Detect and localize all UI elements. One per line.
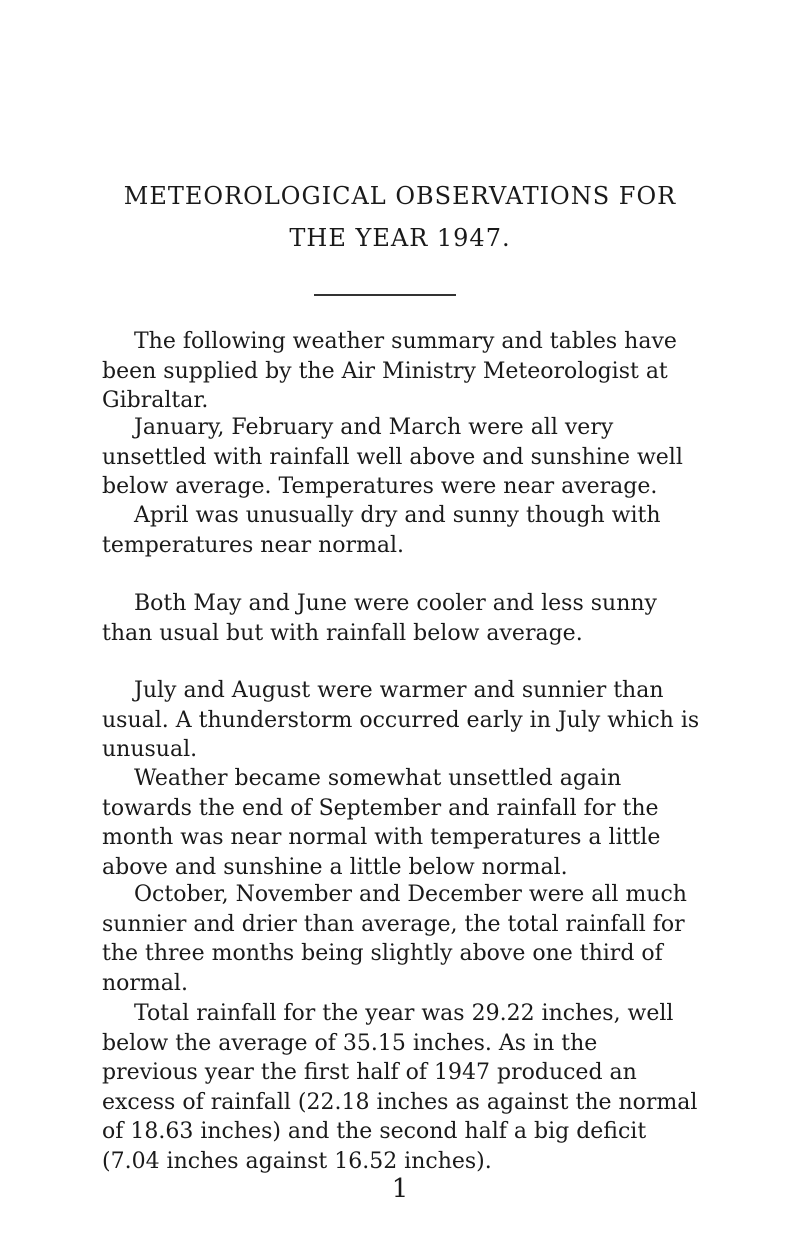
page-subtitle: THE YEAR 1947. (289, 224, 511, 252)
page-title: METEOROLOGICAL OBSERVATIONS FOR (123, 182, 677, 210)
paragraph-april: April was unusually dry and sunny though with temperatures near normal. (102, 503, 661, 558)
paragraph-may-june: Both May and June were cooler and less sunny than usual but with rainfall below average. (102, 591, 657, 646)
title-divider (314, 294, 456, 296)
page-number: 1 (391, 1174, 409, 1204)
paragraph-july-august: July and August were warmer and sunnier than usual. A thunderstorm occurred early in July which is unusual. (102, 678, 700, 762)
paragraph-september: Weather became somewhat unsettled again towards the end of September and rainfall for the month was near normal with temperatures a little above and sunshine a little below normal. (102, 766, 661, 880)
paragraph-oct-dec: October, November and December were all much sunnier and drier than average, the total rainfall for the three months being slightly above one third of normal. (102, 882, 687, 996)
paragraph-jan-mar: January, February and March were all very unsettled with rainfall well above and sunshine well below average. Temperatures were near average. (102, 415, 683, 499)
paragraph-total-rainfall: Total rainfall for the year was 29.22 inches, well below the average of 35.15 inches. As in the previous year the first half of 1947 produced an excess of rainfall (22.18 inches as against the normal of 18.63 inches) and the second half a big deficit (7.04 inches against 16.52 inches). (102, 1001, 698, 1174)
paragraph-intro: The following weather summary and tables have been supplied by the Air Ministry Meteorologist at Gibraltar. (102, 329, 677, 413)
